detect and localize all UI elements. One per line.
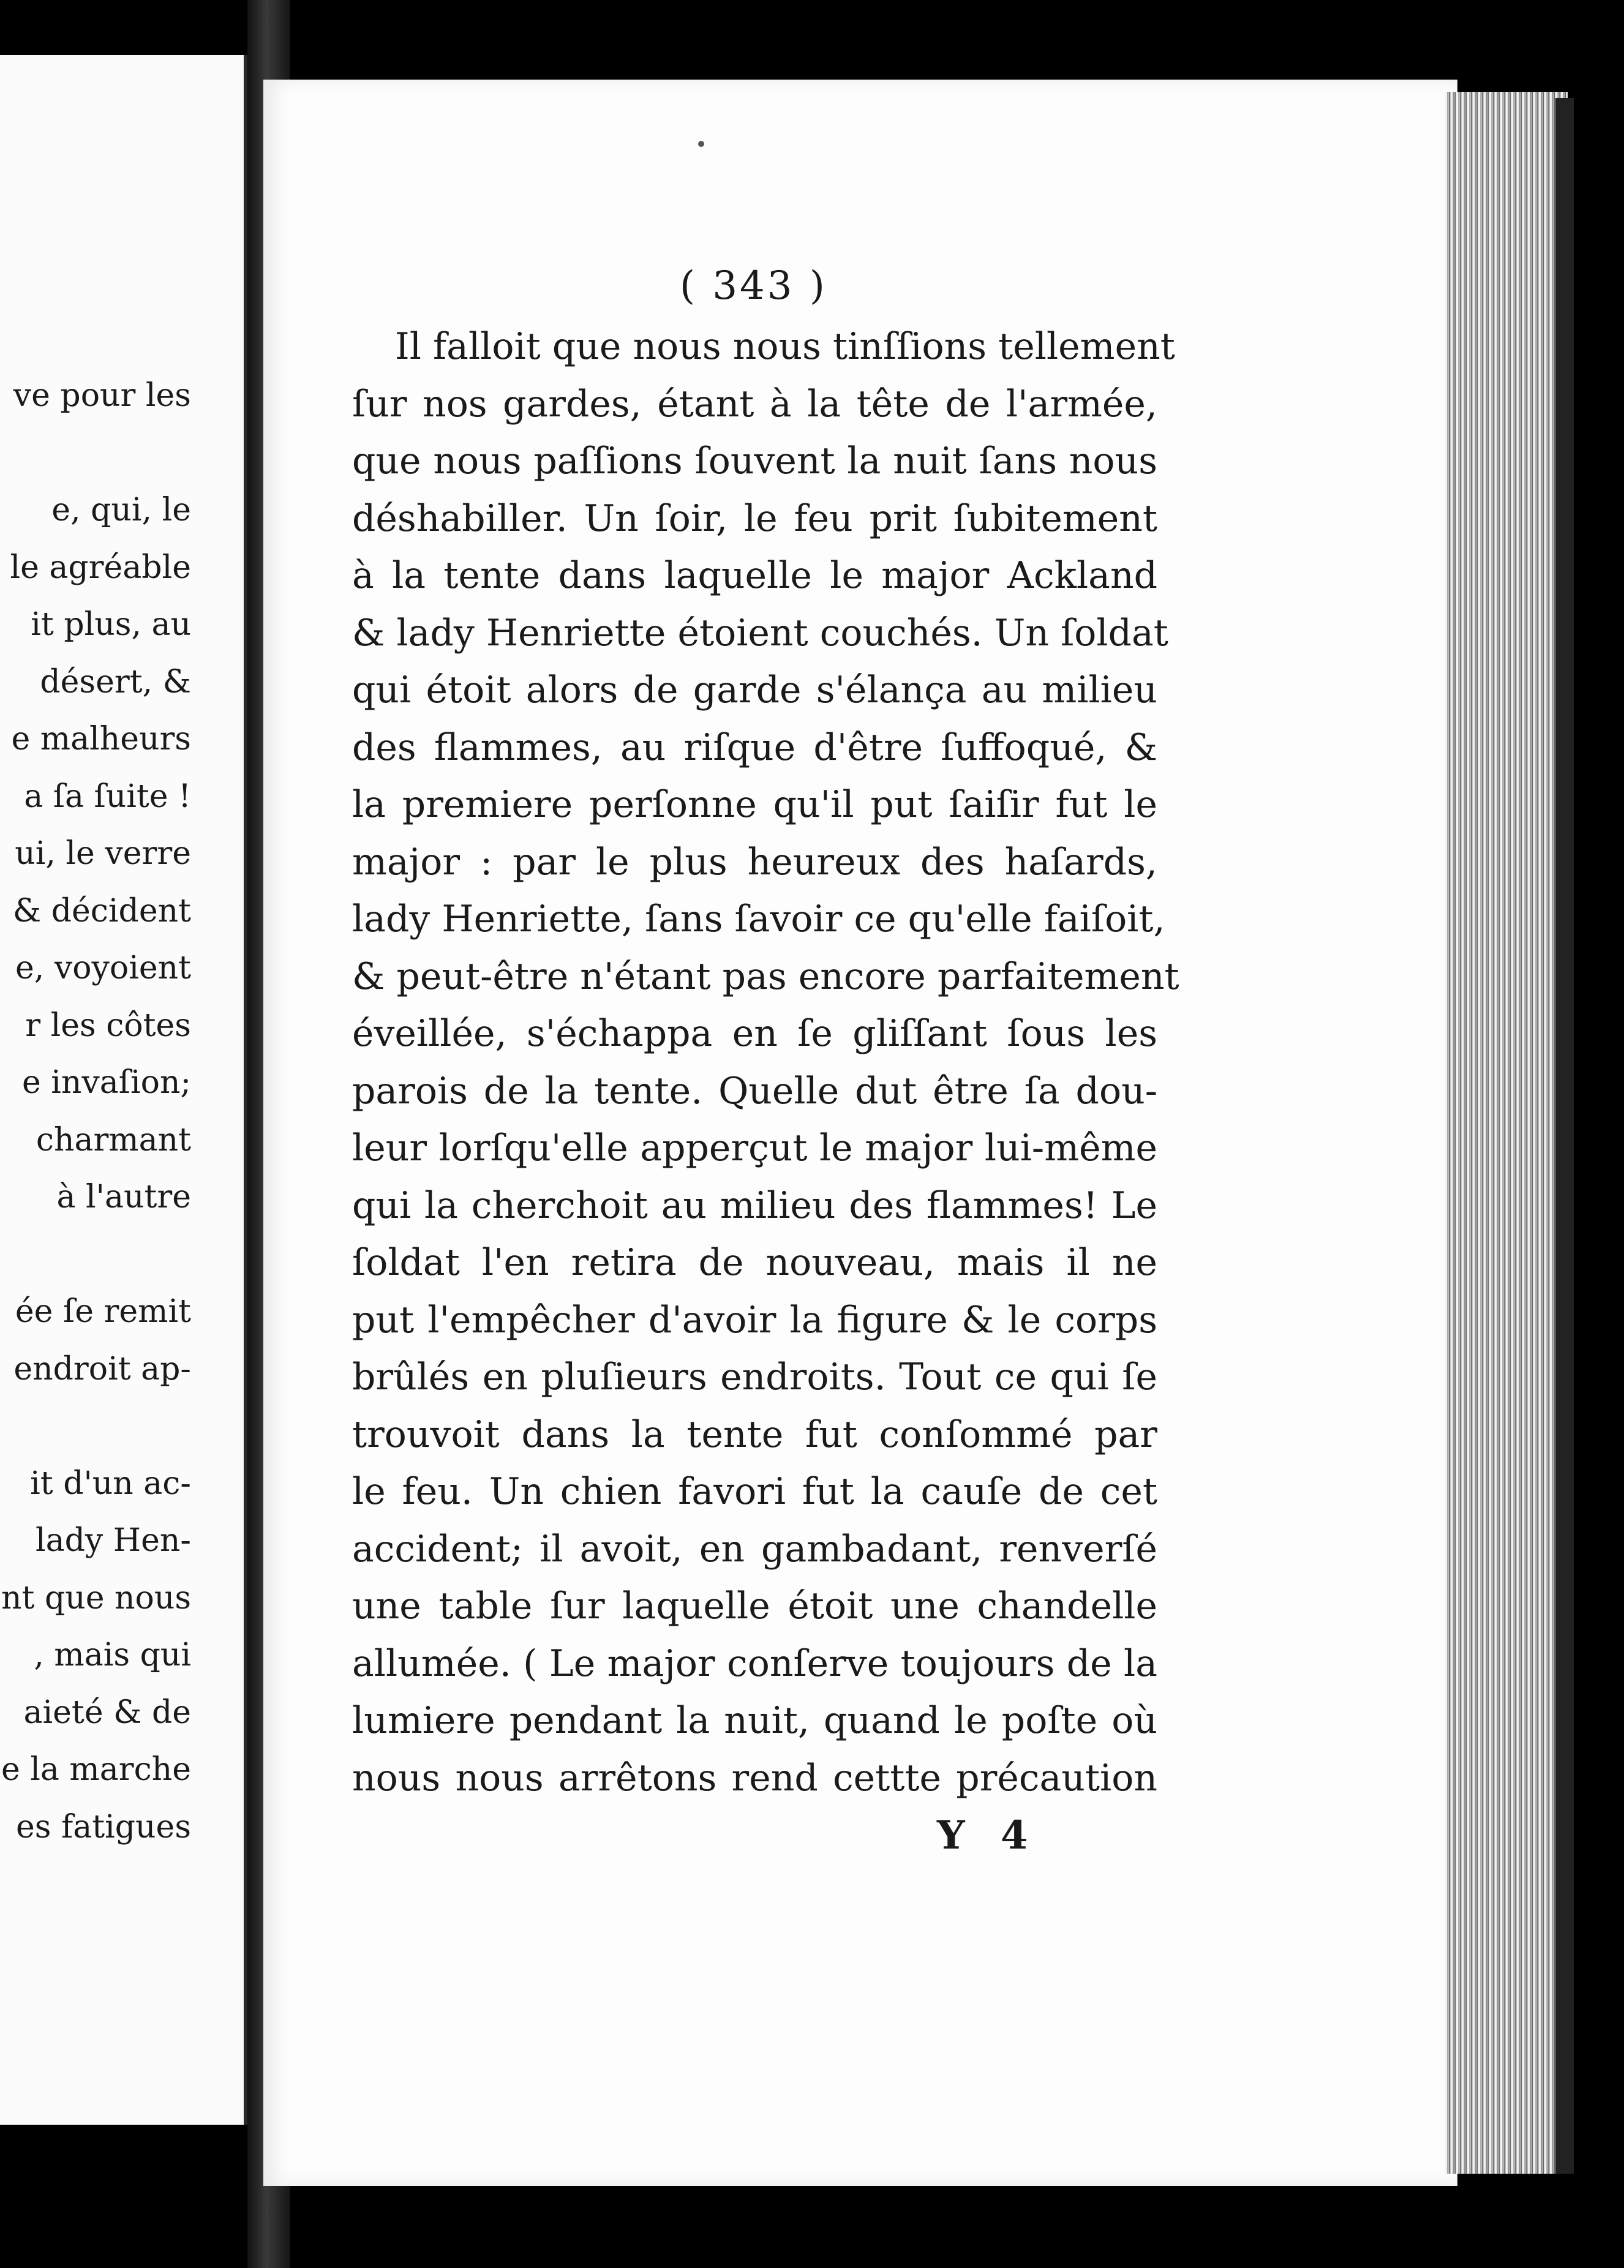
text-line: que nous paſſions ſouvent la nuit ſans nous <box>352 440 1157 483</box>
left-text-line: e invaſion; <box>22 1064 191 1101</box>
text-line: trouvoit dans la tente fut conſommé par <box>352 1413 1157 1456</box>
left-text-line: e malheurs <box>11 721 191 757</box>
left-text-line: ve pour les <box>13 377 191 414</box>
text-line: parois de la tente. Quelle dut être ſa dou- <box>352 1069 1157 1113</box>
left-text-line: aieté & de <box>23 1694 191 1731</box>
text-line: nous nous arrêtons rend cettte précaution <box>352 1756 1157 1800</box>
left-page-text <box>0 367 191 1856</box>
left-text-line: ui, le verre <box>15 835 191 872</box>
left-text-line: it d'un ac- <box>30 1465 191 1502</box>
text-line: qui étoit alors de garde s'élança au milieu <box>352 669 1157 712</box>
left-text-line <box>0 1226 191 1284</box>
text-line: leur lorſqu'elle apperçut le major lui-même <box>352 1127 1157 1170</box>
text-line: le feu. Un chien favori fut la cauſe de cet <box>352 1470 1157 1513</box>
text-line: la premiere perſonne qu'il put ſaiſir fut le <box>352 783 1157 826</box>
left-text-line: désert, & <box>40 663 191 700</box>
left-text-line: & décident <box>12 892 191 929</box>
text-line: & peut-être n'étant pas encore parfaitement <box>352 955 1179 998</box>
left-text-line <box>0 1398 191 1455</box>
left-text-line: lady Hen- <box>35 1522 191 1559</box>
left-text-line: es fatigues <box>16 1808 191 1846</box>
text-line: ſoldat l'en retira de nouveau, mais il ne <box>352 1241 1157 1284</box>
text-line: qui la cherchoit au milieu des flammes! Le <box>352 1184 1157 1227</box>
text-line: éveillée, s'échappa en ſe gliſſant ſous les <box>352 1012 1157 1055</box>
left-text-line: r les côtes <box>25 1007 191 1044</box>
body-text <box>352 318 1179 1807</box>
text-line: & lady Henriette étoient couchés. Un ſoldat <box>352 611 1168 655</box>
left-text-line: a ſa ſuite ! <box>24 778 191 815</box>
left-text-line: à l'autre <box>56 1179 191 1215</box>
text-line: brûlés en pluſieurs endroits. Tout ce qui ſe <box>352 1356 1157 1399</box>
text-line: déshabiller. Un ſoir, le feu prit ſubitement <box>352 497 1157 540</box>
left-text-line: e, qui, le <box>51 492 191 528</box>
text-line: une table ſur laquelle étoit une chandelle <box>352 1585 1157 1628</box>
text-line: lumiere pendant la nuit, quand le poſte où <box>352 1699 1157 1742</box>
left-text-line: , mais qui <box>34 1637 191 1673</box>
left-text-line: it plus, au <box>31 606 191 643</box>
left-text-line: ée ſe remit <box>15 1293 191 1330</box>
left-text-line <box>0 425 191 483</box>
ink-speck <box>698 141 704 147</box>
text-line: major : par le plus heureux des haſards, <box>352 840 1157 884</box>
page-edges <box>1445 92 1568 2174</box>
text-line: allumée. ( Le major conſerve toujours de la <box>352 1642 1157 1685</box>
cover-edge <box>1555 98 1574 2174</box>
text-line: accident; il avoit, en gambadant, renverſé <box>352 1527 1157 1571</box>
signature-mark: Y 4 <box>937 1812 1039 1858</box>
left-text-line: charmant <box>36 1121 191 1158</box>
text-line: Il falloit que nous nous tinſſions tellement <box>395 325 1175 368</box>
text-line: à la tente dans laquelle le major Ackland <box>352 554 1157 597</box>
text-line: put l'empêcher d'avoir la figure & le corps <box>352 1298 1157 1342</box>
text-line: lady Henriette, ſans ſavoir ce qu'elle faiſoit, <box>352 898 1165 941</box>
text-line: des flammes, au riſque d'être ſuffoqué, & <box>352 726 1157 769</box>
left-facing-page <box>0 55 247 2125</box>
left-text-line: nt que nous <box>1 1579 191 1617</box>
page-number: ( 343 ) <box>680 263 827 309</box>
left-text-line: le agréable <box>10 549 191 586</box>
left-text-line: e, voyoient <box>15 950 191 986</box>
text-line: ſur nos gardes, étant à la tête de l'armée, <box>352 382 1157 426</box>
left-text-line: e la marche <box>1 1751 191 1788</box>
left-text-line: endroit ap- <box>13 1350 191 1387</box>
